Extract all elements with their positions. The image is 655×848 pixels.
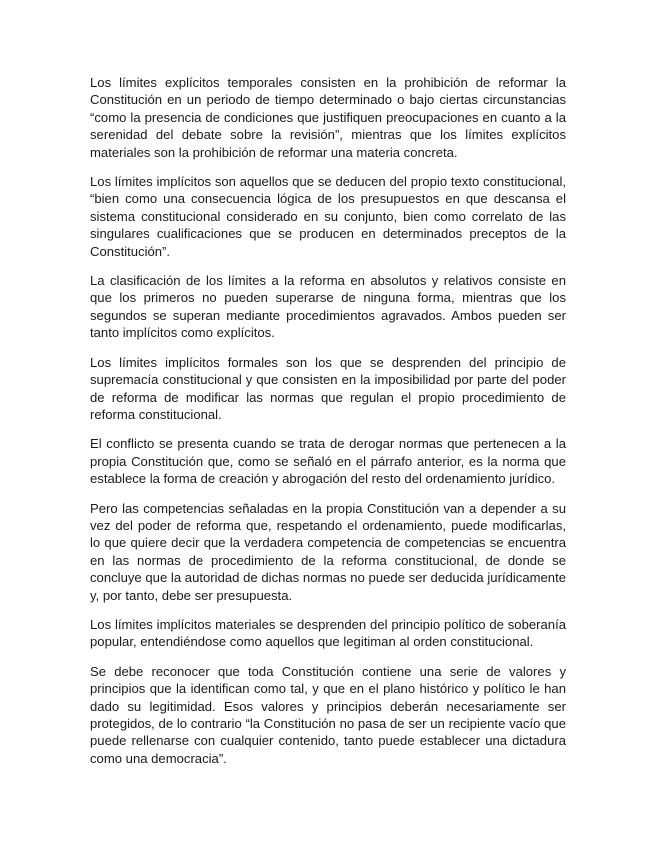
paragraph-limites-explicitos: Los límites explícitos temporales consisten en la prohibición de reformar la Constitución en un periodo de tiempo determinado o bajo ciertas circunstancias “como la presencia de condiciones que justifiquen preocupaciones en cuanto a la serenidad del debate sobre la revisión”, mientras que los límites explícitos materiales son la prohibición de reformar una materia concreta. <box>90 75 566 160</box>
paragraph-implicitos-materiales: Los límites implícitos materiales se desprenden del principio político de soberanía popular, entendiéndose como aquellos que legitiman al orden constitucional. <box>90 616 566 650</box>
paragraph-conflicto: El conflicto se presenta cuando se trata de derogar normas que pertenecen a la propia Constitución que, como se señaló en el párrafo anterior, es la norma que establece la forma de creación y abrogación del resto del ordenamiento jurídico. <box>90 436 566 487</box>
paragraph-absolutos-relativos: La clasificación de los límites a la reforma en absolutos y relativos consiste en que los primeros no pueden superarse de ninguna forma, mientras que los segundos se superan mediante procedimientos agravados. Ambos pueden ser tanto implícitos como explícitos. <box>90 273 566 341</box>
paragraph-competencias: Pero las competencias señaladas en la propia Constitución van a depender a su vez del poder de reforma que, respetando el ordenamiento, puede modificarlas, lo que quiere decir que la verdadera competencia de competencias se encuentra en las normas de procedimiento de la reforma constitucional, de donde se concluye que la autoridad de dichas normas no puede ser deducida jurídicamente y, por tanto, debe ser presupuesta. <box>90 500 566 603</box>
paragraph-limites-implicitos: Los límites implícitos son aquellos que se deducen del propio texto constitucional, “bien como una consecuencia lógica de los presupuestos en que descansa el sistema constitucional considerado en su conjunto, bien como correlato de las singulares cualificaciones que se producen en determinados preceptos de la Constitución”. <box>90 174 566 259</box>
document-page <box>90 74 566 779</box>
paragraph-implicitos-formales: Los límites implícitos formales son los que se desprenden del principio de supremacía constitucional y que consisten en la imposibilidad por parte del poder de reforma de modificar las normas que regulan el propio procedimiento de reforma constitucional. <box>90 354 566 422</box>
paragraph-valores-principios: Se debe reconocer que toda Constitución contiene una serie de valores y principios que la identifican como tal, y que en el plano histórico y político le han dado su legitimidad. Esos valores y principios deberán necesariamente ser protegidos, de lo contrario “la Constitución no pasa de ser un recipiente vacío que puede rellenarse con cualquier contenido, tanto puede establecer una dictadura como una democracia”. <box>90 663 566 766</box>
